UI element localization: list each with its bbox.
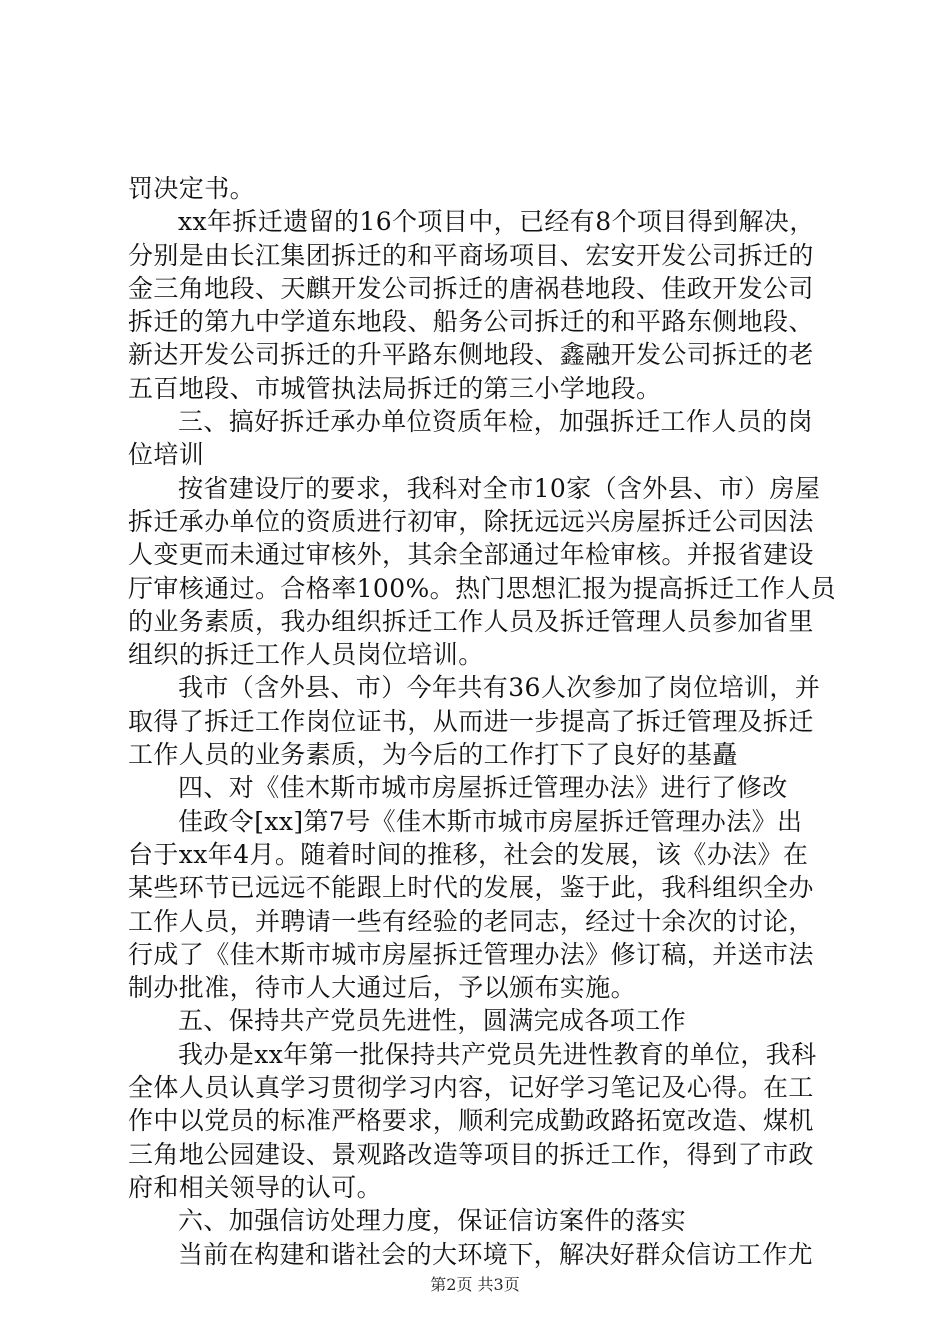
text-line: 全体人员认真学习贯彻学习内容，记好学习笔记及心得。在工 xyxy=(128,1073,814,1103)
text-line: 的业务素质，我办组织拆迁工作人员及拆迁管理人员参加省里 xyxy=(128,606,814,636)
section-heading: 位培训 xyxy=(128,440,205,470)
text-line: 组织的拆迁工作人员岗位培训。 xyxy=(128,640,484,670)
text-line: 当前在构建和谐社会的大环境下，解决好群众信访工作尤 xyxy=(178,1239,814,1269)
text-line: 行成了《佳木斯市城市房屋拆迁管理办法》修订稿，并送市法 xyxy=(128,939,814,969)
text-line: xx年拆迁遗留的16个项目中，已经有8个项目得到解决， xyxy=(178,207,815,237)
text-line: 作中以党员的标准严格要求，顺利完成勤政路拓宽改造、煤机 xyxy=(128,1106,814,1136)
section-heading: 六、加强信访处理力度，保证信访案件的落实 xyxy=(178,1206,687,1236)
text-line: 我办是xx年第一批保持共产党员先进性教育的单位，我科 xyxy=(178,1039,817,1069)
text-line: 我市（含外县、市）今年共有36人次参加了岗位培训，并 xyxy=(178,673,821,703)
text-line: 按省建设厅的要求，我科对全市10家（含外县、市）房屋 xyxy=(178,473,821,503)
section-heading: 三、搞好拆迁承办单位资质年检，加强拆迁工作人员的岗 xyxy=(178,407,814,437)
text-line: 人变更而未通过审核外，其余全部通过年检审核。并报省建设 xyxy=(128,540,814,570)
text-line: 制办批准，待市人大通过后，予以颁布实施。 xyxy=(128,973,637,1003)
text-line: 三角地公园建设、景观路改造等项目的拆迁工作，得到了市政 xyxy=(128,1139,814,1169)
document-body xyxy=(128,172,848,1271)
page-footer: 第2页 共3页 xyxy=(430,1275,520,1294)
text-line: 某些环节已远远不能跟上时代的发展，鉴于此，我科组织全办 xyxy=(128,873,814,903)
text-line: 拆迁的第九中学道东地段、船务公司拆迁的和平路东侧地段、 xyxy=(128,307,814,337)
text-line: 新达开发公司拆迁的升平路东侧地段、鑫融开发公司拆迁的老 xyxy=(128,340,814,370)
text-line: 台于xx年4月。随着时间的推移，社会的发展，该《办法》在 xyxy=(128,839,809,869)
text-line: 金三角地段、天麒开发公司拆迁的唐祸巷地段、佳政开发公司 xyxy=(128,273,814,303)
text-line: 分别是由长江集团拆迁的和平商场项目、宏安开发公司拆迁的 xyxy=(128,240,814,270)
text-line: 工作人员的业务素质，为今后的工作打下了良好的基矗 xyxy=(128,740,738,770)
text-line: 取得了拆迁工作岗位证书，从而进一步提高了拆迁管理及拆迁 xyxy=(128,706,814,736)
text-line: 拆迁承办单位的资质进行初审，除抚远远兴房屋拆迁公司因法 xyxy=(128,506,814,536)
section-heading: 四、对《佳木斯市城市房屋拆迁管理办法》进行了修改 xyxy=(178,773,788,803)
text-line: 厅审核通过。合格率100%。热门思想汇报为提高拆迁工作人员 xyxy=(128,573,837,603)
text-line: 罚决定书。 xyxy=(128,174,256,203)
section-heading: 五、保持共产党员先进性，圆满完成各项工作 xyxy=(178,1006,687,1036)
text-line: 工作人员，并聘请一些有经验的老同志，经过十余次的讨论， xyxy=(128,906,814,936)
text-line: 佳政令[xx]第7号《佳木斯市城市房屋拆迁管理办法》出 xyxy=(178,806,803,836)
text-line: 府和相关领导的认可。 xyxy=(128,1172,383,1202)
text-line: 五百地段、市城管执法局拆迁的第三小学地段。 xyxy=(128,373,662,403)
